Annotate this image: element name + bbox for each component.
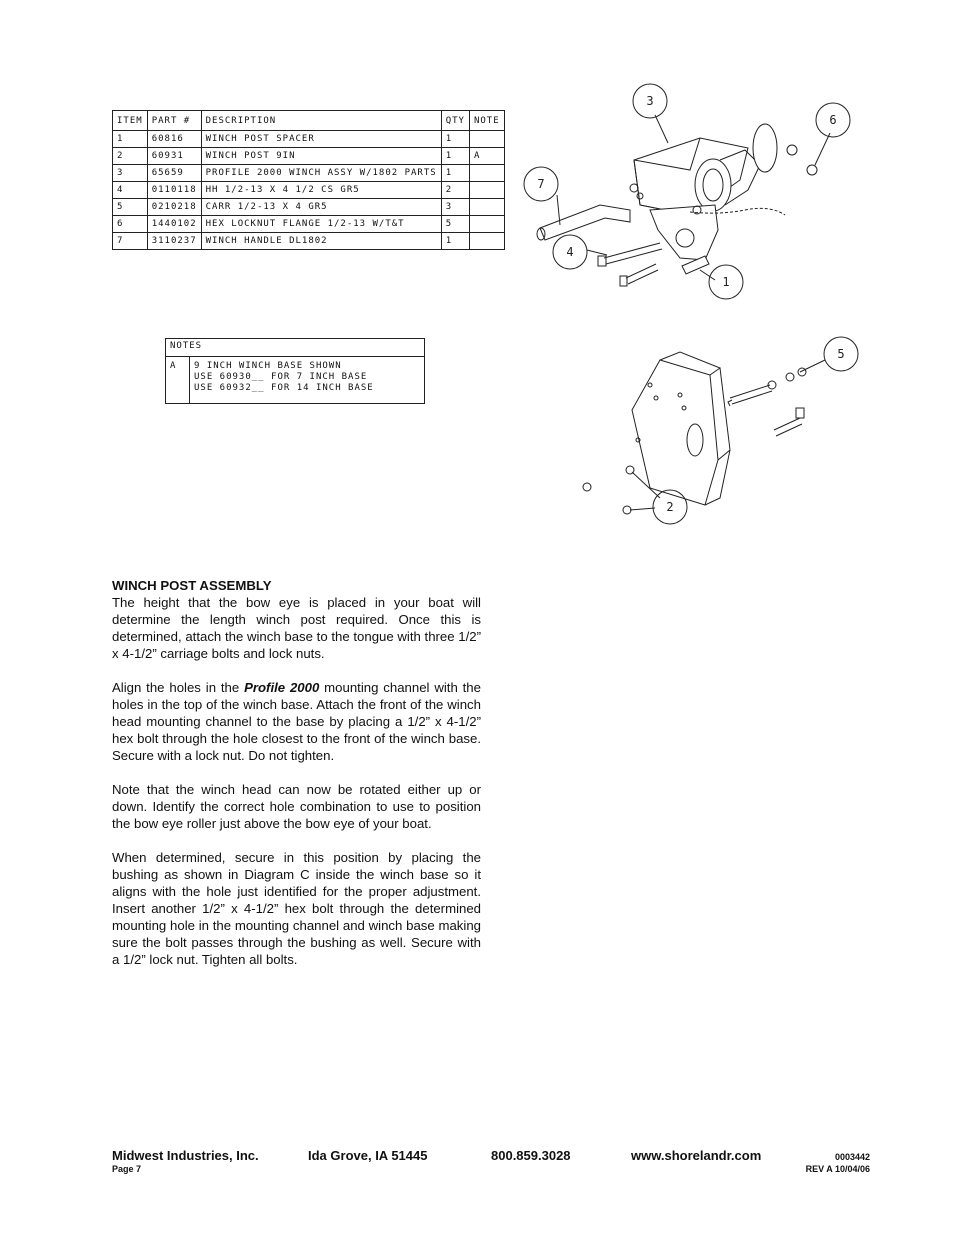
paragraph-3: Note that the winch head can now be rotated either up or down. Identify the correct hole combination to use to position the bow eye roller just above the bow eye of your boat. bbox=[112, 782, 481, 831]
col-part-header: PART # bbox=[147, 111, 201, 131]
cell-part-number: 65659 bbox=[147, 165, 201, 182]
paragraph-2 bbox=[112, 679, 481, 764]
callout-4-label: 4 bbox=[566, 245, 574, 259]
winch-base-illustration bbox=[583, 352, 825, 514]
cell-item: 3 bbox=[113, 165, 148, 182]
cell-item: 4 bbox=[113, 182, 148, 199]
notes-header: NOTES bbox=[166, 339, 424, 357]
callout-6-label: 6 bbox=[829, 113, 837, 127]
paragraph-1: The height that the bow eye is placed in your boat will determine the length winch post required. Once this is determined, attach the winch base to the tongue with three 1/2” x 4-1/2” carriage bolts and lock nuts. bbox=[112, 595, 481, 661]
cell-item: 7 bbox=[113, 233, 148, 250]
cell-part-number: 60816 bbox=[147, 131, 201, 148]
footer-website: www.shorelandr.com bbox=[631, 1148, 762, 1163]
cell-item: 1 bbox=[113, 131, 148, 148]
col-description-header: DESCRIPTION bbox=[201, 111, 441, 131]
notes-key: A bbox=[166, 357, 190, 403]
cell-qty: 1 bbox=[441, 233, 469, 250]
callout-2-label: 2 bbox=[666, 500, 674, 514]
col-note-header: NOTE bbox=[469, 111, 504, 131]
cell-item: 2 bbox=[113, 148, 148, 165]
product-name: Profile 2000 bbox=[244, 680, 320, 695]
cell-qty: 5 bbox=[441, 216, 469, 233]
callout-5-label: 5 bbox=[837, 347, 845, 361]
cell-part-number: 60931 bbox=[147, 148, 201, 165]
callout-1-label: 1 bbox=[722, 275, 730, 289]
cell-description: HEX LOCKNUT FLANGE 1/2-13 W/T&T bbox=[201, 216, 441, 233]
footer-page-number: Page 7 bbox=[112, 1164, 142, 1174]
cell-qty: 1 bbox=[441, 165, 469, 182]
footer-revision: REV A 10/04/06 bbox=[805, 1164, 870, 1174]
cell-description: WINCH POST 9IN bbox=[201, 148, 441, 165]
page-footer bbox=[112, 1148, 870, 1174]
cell-item: 5 bbox=[113, 199, 148, 216]
footer-city: Ida Grove, IA 51445 bbox=[308, 1148, 428, 1163]
footer-phone: 800.859.3028 bbox=[491, 1148, 571, 1163]
col-qty-header: QTY bbox=[441, 111, 469, 131]
cell-qty: 1 bbox=[441, 148, 469, 165]
cell-qty: 1 bbox=[441, 131, 469, 148]
callout-3-label: 3 bbox=[646, 94, 654, 108]
cell-item: 6 bbox=[113, 216, 148, 233]
col-item-header: ITEM bbox=[113, 111, 148, 131]
callout-7-label: 7 bbox=[537, 177, 545, 191]
cell-description: WINCH POST SPACER bbox=[201, 131, 441, 148]
footer-doc-number: 0003442 bbox=[834, 1152, 870, 1162]
winch-head-illustration bbox=[537, 115, 830, 286]
cell-qty: 2 bbox=[441, 182, 469, 199]
section-heading: WINCH POST ASSEMBLY bbox=[112, 578, 272, 593]
cell-note: A bbox=[469, 148, 504, 165]
instructions bbox=[112, 577, 481, 985]
paragraph-2-start: Align the holes in the bbox=[112, 680, 245, 695]
cell-description: WINCH HANDLE DL1802 bbox=[201, 233, 441, 250]
footer-company: Midwest Industries, Inc. bbox=[112, 1148, 259, 1163]
cell-part-number: 0110118 bbox=[147, 182, 201, 199]
cell-part-number: 0210218 bbox=[147, 199, 201, 216]
paragraph-2-end: mounting channel with the holes in the top of the winch base. Attach the front of the winch head mounting channel to the base by placing a 1/2” x 4-1/2” hex bolt through the hole closest to the front of the winch base. Secure with a lock nut. Do not tighten. bbox=[112, 680, 481, 763]
paragraph-4: When determined, secure in this position by placing the bushing as shown in Diagram C inside the winch base so it aligns with the hole just identified for the proper adjustment. Insert another 1/2” x 4-1/2” hex bolt through the determined mounting hole in the mounting channel and winch base making sure the bolt passes through the bushing as well. Secure with a 1/2” lock nut. Tighten all bolts. bbox=[112, 850, 481, 967]
notes-line: USE 60932__ FOR 14 INCH BASE bbox=[194, 383, 374, 393]
cell-description: CARR 1/2-13 X 4 GR5 bbox=[201, 199, 441, 216]
cell-description: HH 1/2-13 X 4 1/2 CS GR5 bbox=[201, 182, 441, 199]
notes-line: USE 60930__ FOR 7 INCH BASE bbox=[194, 372, 368, 382]
cell-qty: 3 bbox=[441, 199, 469, 216]
notes-line: 9 INCH WINCH BASE SHOWN bbox=[194, 361, 342, 371]
cell-part-number: 3110237 bbox=[147, 233, 201, 250]
cell-part-number: 1440102 bbox=[147, 216, 201, 233]
cell-description: PROFILE 2000 WINCH ASSY W/1802 PARTS bbox=[201, 165, 441, 182]
